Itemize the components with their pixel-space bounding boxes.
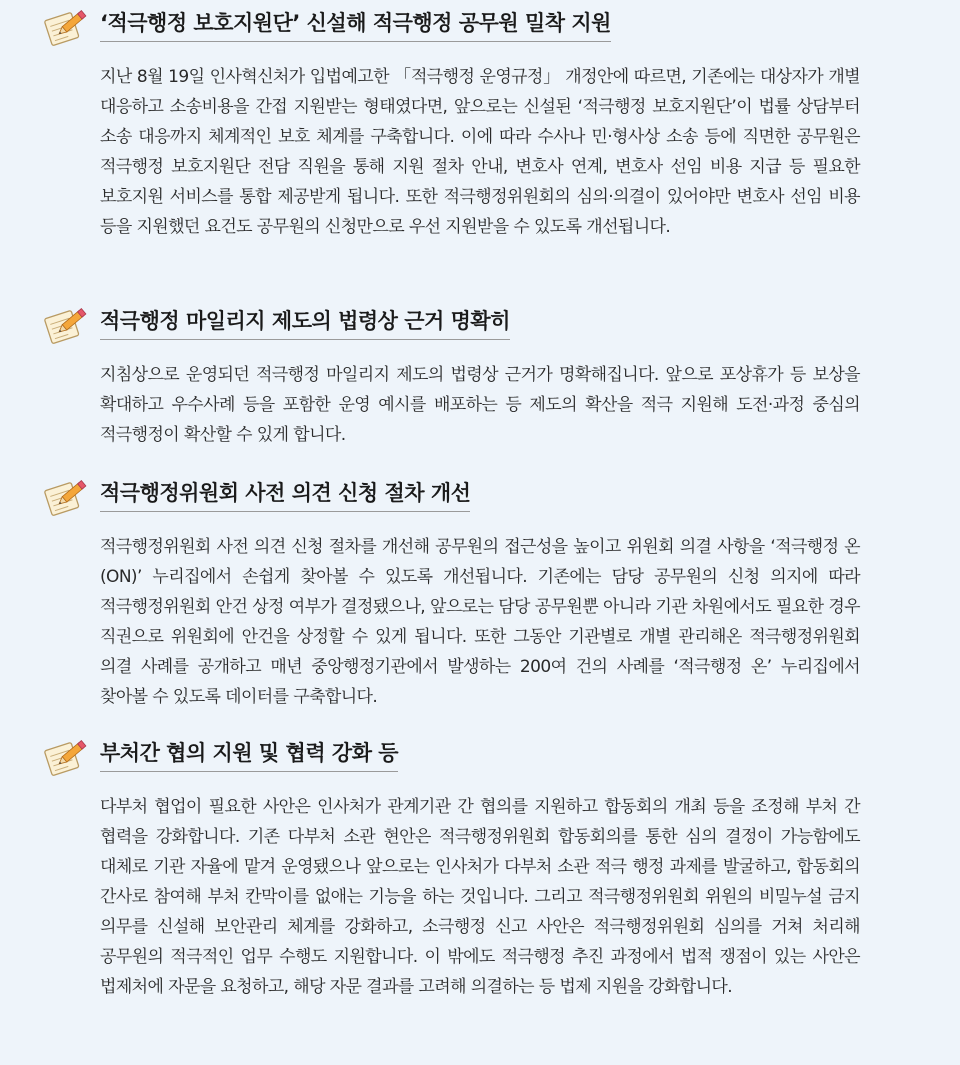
- section-3: [0, 476, 960, 707]
- section-2: [0, 304, 960, 445]
- section-heading: 적극행정위원회 사전 의견 신청 절차 개선: [100, 480, 470, 512]
- section-heading: ‘적극행정 보호지원단’ 신설해 적극행정 공무원 밀착 지원: [100, 10, 611, 42]
- section-heading-row: [0, 6, 960, 50]
- section-heading-row: [0, 736, 960, 780]
- memo-pencil-icon: [40, 476, 90, 518]
- section-body: 지난 8월 19일 인사혁신처가 입법예고한 「적극행정 운영규정」 개정안에 따르면, 기존에는 대상자가 개별 대응하고 소송비용을 간접 지원받는 형태였다면, 앞으로는 신설된 ‘적극행정 보호지원단’이 법률 상담부터 소송 대응까지 체계적인 보호 체계를 구축합니다. 이에 따라 수사나 민·형사상 소송 등에 직면한 공무원은 적극행정 보호지원단 전담 직원을 통해 지원 절차 안내, 변호사 연계, 변호사 선임 비용 지급 등 필요한 보호지원 서비스를 통합 제공받게 됩니다. 또한 적극행정위원회의 심의·의결이 있어야만 변호사 선임 비용 등을 지원했던 요건도 공무원의 신청만으로 우선 지원받을 수 있도록 개선됩니다.: [100, 67, 860, 237]
- memo-pencil-icon: [40, 736, 90, 778]
- memo-pencil-icon: [40, 304, 90, 346]
- section-heading: 적극행정 마일리지 제도의 법령상 근거 명확히: [100, 308, 510, 340]
- section-body: 다부처 협업이 필요한 사안은 인사처가 관계기관 간 협의를 지원하고 합동회의 개최 등을 조정해 부처 간 협력을 강화합니다. 기존 다부처 소관 현안은 적극행정위원회 합동회의를 통한 심의 결정이 가능함에도 대체로 기관 자율에 맡겨 운영됐으나 앞으로는 인사처가 다부처 소관 적극 행정 과제를 발굴하고, 합동회의 간사로 참여해 부처 칸막이를 없애는 기능을 하는 것입니다. 그리고 적극행정위원회 위원의 비밀누설 금지 의무를 신설해 보안관리 체계를 강화하고, 소극행정 신고 사안은 적극행정위원회 심의를 거쳐 처리해 공무원의 적극적인 업무 수행도 지원합니다. 이 밖에도 적극행정 추진 과정에서 법적 쟁점이 있는 사안은 법제처에 자문을 요청하고, 해당 자문 결과를 고려해 의결하는 등 법제 지원을 강화합니다.: [100, 797, 860, 997]
- memo-pencil-icon: [40, 6, 90, 48]
- section-body: 지침상으로 운영되던 적극행정 마일리지 제도의 법령상 근거가 명확해집니다. 앞으로 포상휴가 등 보상을 확대하고 우수사례 등을 포함한 운영 예시를 배포하는 등 제도의 확산을 적극 지원해 도전·과정 중심의 적극행정이 확산할 수 있게 합니다.: [100, 365, 860, 445]
- section-4: [0, 736, 960, 997]
- section-body: 적극행정위원회 사전 의견 신청 절차를 개선해 공무원의 접근성을 높이고 위원회 의결 사항을 ‘적극행정 온(ON)’ 누리집에서 손쉽게 찾아볼 수 있도록 개선됩니다. 기존에는 담당 공무원의 신청 의지에 따라 적극행정위원회 안건 상정 여부가 결정됐으나, 앞으로는 담당 공무원뿐 아니라 기관 차원에서도 필요한 경우 직권으로 위원회에 안건을 상정할 수 있게 됩니다. 또한 그동안 기관별로 개별 관리해온 적극행정위원회 의결 사례를 공개하고 매년 중앙행정기관에서 발생하는 200여 건의 사례를 ‘적극행정 온’ 누리집에서 찾아볼 수 있도록 데이터를 구축합니다.: [100, 537, 860, 707]
- section-heading-row: [0, 476, 960, 520]
- section-heading-row: [0, 304, 960, 348]
- section-1: [0, 6, 960, 237]
- section-heading: 부처간 협의 지원 및 협력 강화 등: [100, 740, 398, 772]
